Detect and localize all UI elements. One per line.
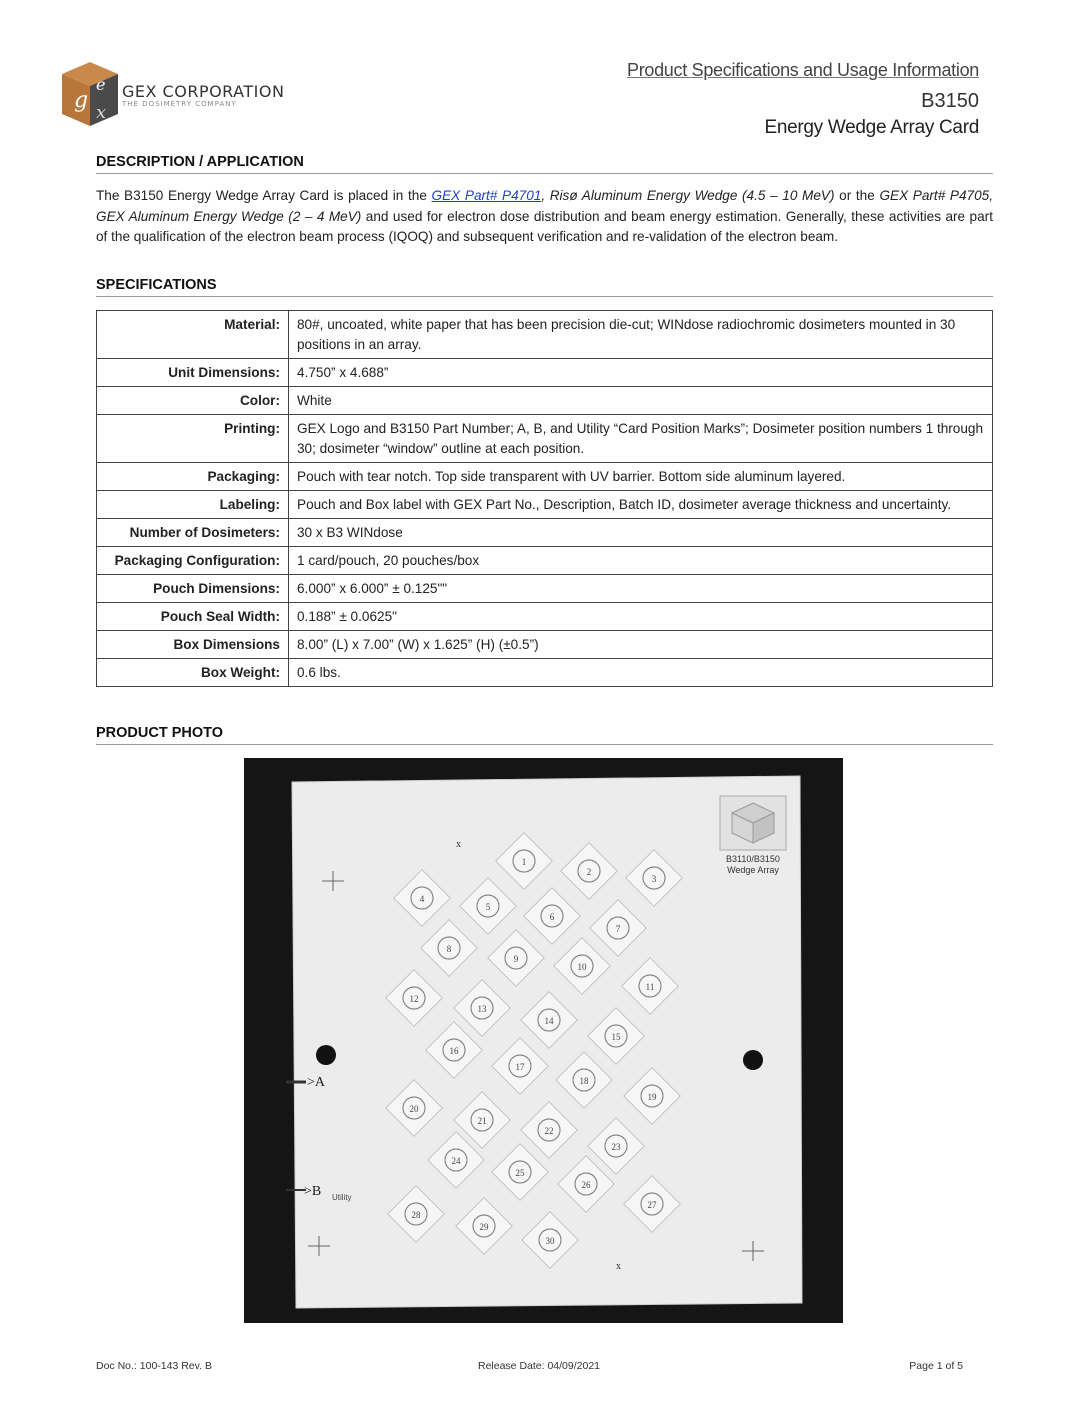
description-text-part: The B3150 Energy Wedge Array Card is placed in the — [96, 188, 432, 203]
mark-utility-label: Utility — [332, 1193, 352, 1202]
dosimeter-number: 11 — [645, 982, 655, 992]
footer-page-number: Page 1 of 5 — [909, 1360, 963, 1372]
spec-value: Pouch and Box label with GEX Part No., Description, Batch ID, dosimeter average thickness and uncertainty. — [289, 491, 993, 519]
spec-value: 0.188” ± 0.0625" — [289, 603, 993, 631]
dosimeter-number: 12 — [409, 994, 419, 1004]
spec-label: Pouch Dimensions: — [97, 575, 289, 603]
part-number: B3150 — [921, 90, 979, 112]
dosimeter-number: 15 — [611, 1032, 621, 1042]
spec-row — [97, 359, 993, 387]
spec-row — [97, 387, 993, 415]
dosimeter-number: 13 — [477, 1004, 487, 1014]
company-name: GEX CORPORATION — [122, 82, 285, 101]
dosimeter-number: 19 — [647, 1092, 657, 1102]
doc-type-heading: Product Specifications and Usage Information — [626, 60, 979, 80]
spec-value: GEX Logo and B3150 Part Number; A, B, and Utility “Card Position Marks”; Dosimeter position numbers 1 through 30; dosimeter “window” outline at each position. — [289, 415, 993, 463]
spec-label: Printing: — [97, 415, 289, 463]
spec-row — [97, 311, 993, 359]
spec-row — [97, 463, 993, 491]
specifications-table — [96, 310, 993, 687]
dosimeter-number: 26 — [581, 1180, 591, 1190]
spec-label: Box Dimensions — [97, 631, 289, 659]
part-p4701-link[interactable]: GEX Part# P4701 — [431, 188, 542, 203]
description-text — [96, 186, 993, 248]
spec-value: 4.750” x 4.688” — [289, 359, 993, 387]
wedge-name-riso: , Risø Aluminum Energy Wedge (4.5 – 10 MeV) — [541, 188, 835, 203]
dosimeter-number: 1 — [521, 857, 527, 867]
dosimeter-number: 30 — [545, 1236, 555, 1246]
spec-value: 80#, uncoated, white paper that has been precision die-cut; WINdose radiochromic dosimeters mounted in 30 positions in an array. — [289, 311, 993, 359]
spec-row — [97, 547, 993, 575]
dosimeter-number: 24 — [451, 1156, 461, 1166]
spec-value: 1 card/pouch, 20 pouches/box — [289, 547, 993, 575]
dosimeter-number: 23 — [611, 1142, 621, 1152]
spec-value: 8.00” (L) x 7.00” (W) x 1.625” (H) (±0.5”) — [289, 631, 993, 659]
footer-release-date: Release Date: 04/09/2021 — [478, 1360, 601, 1372]
dosimeter-number: 5 — [485, 902, 491, 912]
dosimeter-number: 27 — [647, 1200, 657, 1210]
spec-row — [97, 519, 993, 547]
card-logo-box — [720, 796, 786, 850]
spec-value: White — [289, 387, 993, 415]
description-title: DESCRIPTION / APPLICATION — [96, 154, 993, 174]
svg-text:x: x — [96, 102, 107, 123]
dosimeter-number: 17 — [515, 1062, 525, 1072]
spec-label: Labeling: — [97, 491, 289, 519]
dosimeter-number: 3 — [651, 874, 657, 884]
card-label-part: B3110/B3150 — [726, 854, 780, 864]
spec-value: 6.000” x 6.000” ± 0.125"" — [289, 575, 993, 603]
dosimeter-number: 20 — [409, 1104, 419, 1114]
spec-value: 30 x B3 WINdose — [289, 519, 993, 547]
dosimeter-number: 28 — [411, 1210, 421, 1220]
punch-hole-left — [316, 1045, 336, 1065]
spec-row — [97, 631, 993, 659]
spec-label: Material: — [97, 311, 289, 359]
dosimeter-number: 4 — [419, 894, 425, 904]
mark-a-label: >A — [307, 1075, 326, 1090]
dosimeter-number: 14 — [544, 1016, 554, 1026]
mark-x-bottom: x — [616, 1261, 621, 1272]
product-photo — [244, 758, 843, 1323]
spec-label: Color: — [97, 387, 289, 415]
spec-label: Packaging Configuration: — [97, 547, 289, 575]
dosimeter-number: 25 — [515, 1168, 525, 1178]
dosimeter-number: 22 — [544, 1126, 554, 1136]
description-text-part: and used for electron dose distribution and beam energy estimation. Generally, these activities are part of the qualification of the electron beam process (IQOQ) and subsequent verification and re-validation of the electron beam. — [96, 208, 993, 244]
dosimeter-number: 2 — [586, 867, 592, 877]
card-label-name: Wedge Array — [727, 865, 779, 875]
description-text-part: or the — [834, 188, 880, 203]
spec-label: Box Weight: — [97, 659, 289, 687]
punch-hole-right — [743, 1050, 763, 1070]
dosimeter-number: 9 — [513, 954, 519, 964]
wedge-name-gex: GEX Part# P4705, GEX Aluminum Energy Wedge (2 – 4 MeV) — [96, 188, 993, 224]
svg-text:g: g — [74, 88, 89, 113]
svg-text:e: e — [96, 75, 106, 94]
array-card-photo — [244, 758, 843, 1323]
company-tagline: THE DOSIMETRY COMPANY — [122, 100, 237, 108]
specifications-title: SPECIFICATIONS — [96, 277, 993, 297]
product-photo-title: PRODUCT PHOTO — [96, 725, 993, 745]
dosimeter-number: 21 — [477, 1116, 487, 1126]
footer-doc-no: Doc No.: 100-143 Rev. B — [96, 1360, 212, 1372]
spec-value: 0.6 lbs. — [289, 659, 993, 687]
spec-row — [97, 659, 993, 687]
product-name: Energy Wedge Array Card — [764, 117, 979, 138]
mark-b-label: >B — [304, 1184, 322, 1199]
dosimeter-number: 8 — [446, 944, 452, 954]
spec-label: Pouch Seal Width: — [97, 603, 289, 631]
mark-x-top: x — [456, 839, 461, 850]
dosimeter-number: 7 — [615, 924, 621, 934]
spec-row — [97, 603, 993, 631]
dosimeter-number: 6 — [549, 912, 555, 922]
spec-row — [97, 575, 993, 603]
spec-label: Unit Dimensions: — [97, 359, 289, 387]
spec-label: Number of Dosimeters: — [97, 519, 289, 547]
spec-row — [97, 415, 993, 463]
dosimeter-number: 16 — [449, 1046, 459, 1056]
dosimeter-number: 18 — [579, 1076, 589, 1086]
spec-value: Pouch with tear notch. Top side transparent with UV barrier. Bottom side aluminum layered. — [289, 463, 993, 491]
dosimeter-number: 10 — [577, 962, 587, 972]
spec-row — [97, 491, 993, 519]
dosimeter-number: 29 — [479, 1222, 489, 1232]
spec-label: Packaging: — [97, 463, 289, 491]
